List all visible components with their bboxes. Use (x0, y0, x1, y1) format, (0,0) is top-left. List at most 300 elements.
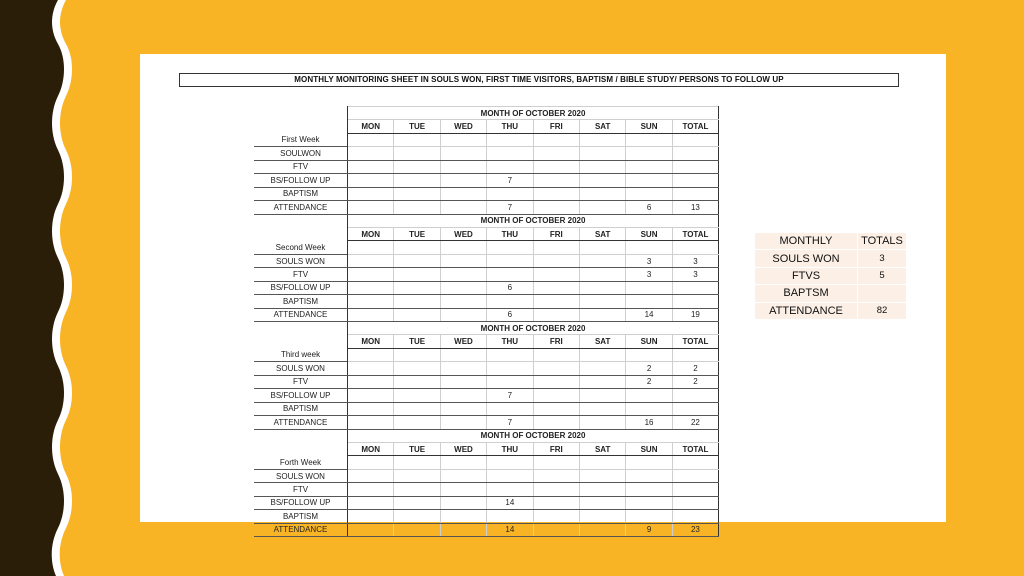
table-row (254, 187, 719, 200)
table-cell (626, 187, 672, 200)
day-header: TUE (394, 120, 440, 133)
summary-row (755, 285, 907, 302)
table-row (254, 496, 719, 509)
table-cell (579, 483, 625, 496)
table-cell (348, 254, 394, 267)
day-header: TUE (394, 227, 440, 240)
table-cell (487, 160, 533, 173)
table-cell (533, 308, 579, 321)
blank-cell (394, 133, 440, 146)
label-blank (254, 322, 348, 335)
month-label: MONTH OF OCTOBER 2020 (348, 429, 719, 442)
blank-cell (440, 348, 486, 361)
table-cell (579, 389, 625, 402)
table-row (254, 254, 719, 267)
table-cell (440, 510, 486, 523)
table-cell (394, 416, 440, 429)
row-label: FTV (254, 268, 348, 281)
table-row (254, 160, 719, 173)
day-header: FRI (533, 120, 579, 133)
day-header-row (254, 120, 719, 133)
table-cell (348, 416, 394, 429)
table-cell (533, 389, 579, 402)
week-name-row (254, 241, 719, 254)
week-name-row (254, 456, 719, 469)
summary-value: 3 (858, 250, 907, 267)
blank-cell (394, 348, 440, 361)
week-name: Second Week (254, 241, 348, 254)
month-row (254, 322, 719, 335)
table-row (254, 281, 719, 294)
blank-cell (487, 241, 533, 254)
table-cell (394, 510, 440, 523)
table-cell (626, 174, 672, 187)
blank-cell (672, 241, 718, 254)
table-cell: 14 (487, 496, 533, 509)
table-cell (533, 147, 579, 160)
sheet-title: MONTHLY MONITORING SHEET IN SOULS WON, FIRST TIME VISITORS, BAPTISM / BIBLE STUDY/ PERSONS TO FOLLOW UP (179, 73, 899, 87)
table-cell (579, 496, 625, 509)
day-header: TOTAL (672, 227, 718, 240)
row-label: BAPTISM (254, 187, 348, 200)
table-cell (487, 295, 533, 308)
blank-cell (533, 456, 579, 469)
row-label: BAPTISM (254, 510, 348, 523)
table-cell (440, 160, 486, 173)
month-label: MONTH OF OCTOBER 2020 (348, 322, 719, 335)
row-label: SOULS WON (254, 254, 348, 267)
summary-label: MONTHLY (755, 233, 858, 250)
table-cell (533, 174, 579, 187)
table-cell (440, 523, 486, 536)
day-header: THU (487, 335, 533, 348)
table-cell (487, 147, 533, 160)
table-cell (533, 201, 579, 214)
day-header: TOTAL (672, 120, 718, 133)
table-cell: 6 (487, 281, 533, 294)
label-blank (254, 107, 348, 120)
table-cell (487, 483, 533, 496)
table-cell (672, 402, 718, 415)
table-cell (348, 295, 394, 308)
table-cell (348, 375, 394, 388)
row-label: BAPTISM (254, 295, 348, 308)
table-cell (394, 362, 440, 375)
table-cell (394, 523, 440, 536)
table-cell (672, 510, 718, 523)
table-cell (579, 187, 625, 200)
table-cell: 7 (487, 389, 533, 402)
blank-cell (440, 133, 486, 146)
day-header: TOTAL (672, 442, 718, 455)
table-cell (626, 496, 672, 509)
blank-cell (533, 133, 579, 146)
day-header: SUN (626, 442, 672, 455)
table-cell (533, 295, 579, 308)
table-cell (348, 281, 394, 294)
table-row (254, 402, 719, 415)
table-cell (348, 389, 394, 402)
summary-label: BAPTSM (755, 285, 858, 302)
table-cell (487, 187, 533, 200)
wavy-edge-decoration (0, 0, 90, 576)
row-label: SOULS WON (254, 362, 348, 375)
blank-cell (348, 456, 394, 469)
table-row (254, 389, 719, 402)
blank-cell (626, 456, 672, 469)
label-blank (254, 442, 348, 455)
table-cell (394, 469, 440, 482)
table-cell (626, 510, 672, 523)
table-cell (440, 483, 486, 496)
table-cell (672, 147, 718, 160)
week-name: Forth Week (254, 456, 348, 469)
blank-cell (394, 241, 440, 254)
table-cell (579, 147, 625, 160)
table-cell: 7 (487, 201, 533, 214)
monthly-summary-table (754, 232, 907, 320)
table-cell (348, 174, 394, 187)
day-header: TUE (394, 335, 440, 348)
table-cell: 7 (487, 174, 533, 187)
table-cell: 3 (672, 254, 718, 267)
day-header: SUN (626, 227, 672, 240)
table-cell: 14 (487, 523, 533, 536)
table-cell (394, 254, 440, 267)
table-cell (394, 375, 440, 388)
table-cell (440, 174, 486, 187)
day-header: SAT (579, 120, 625, 133)
table-row (254, 416, 719, 429)
table-cell (579, 523, 625, 536)
table-cell (626, 402, 672, 415)
table-cell: 2 (626, 375, 672, 388)
table-cell (533, 187, 579, 200)
table-cell (487, 375, 533, 388)
table-cell (440, 201, 486, 214)
table-cell (440, 295, 486, 308)
table-cell (440, 362, 486, 375)
table-row (254, 295, 719, 308)
label-blank (254, 214, 348, 227)
table-cell (394, 483, 440, 496)
day-header: FRI (533, 335, 579, 348)
label-blank (254, 429, 348, 442)
table-cell (348, 160, 394, 173)
table-cell (440, 308, 486, 321)
table-cell: 7 (487, 416, 533, 429)
table-cell (672, 483, 718, 496)
table-cell (348, 483, 394, 496)
table-cell (626, 469, 672, 482)
row-label: ATTENDANCE (254, 523, 348, 536)
table-cell (440, 469, 486, 482)
table-cell (440, 254, 486, 267)
blank-cell (487, 456, 533, 469)
day-header: MON (348, 227, 394, 240)
table-cell (533, 375, 579, 388)
day-header: MON (348, 442, 394, 455)
table-cell (394, 308, 440, 321)
month-row (254, 214, 719, 227)
table-row (254, 268, 719, 281)
row-label: SOULWON (254, 147, 348, 160)
month-label: MONTH OF OCTOBER 2020 (348, 214, 719, 227)
table-cell (533, 160, 579, 173)
table-cell: 2 (672, 362, 718, 375)
table-cell (626, 160, 672, 173)
table-cell: 2 (626, 362, 672, 375)
blank-cell (672, 456, 718, 469)
table-cell (348, 469, 394, 482)
day-header: SUN (626, 335, 672, 348)
table-cell: 6 (487, 308, 533, 321)
table-row (254, 523, 719, 536)
row-label: FTV (254, 483, 348, 496)
table-cell (533, 402, 579, 415)
summary-label: FTVS (755, 267, 858, 284)
day-header: FRI (533, 442, 579, 455)
blank-cell (348, 241, 394, 254)
table-cell (579, 362, 625, 375)
week-name: First Week (254, 133, 348, 146)
table-row (254, 375, 719, 388)
table-cell (440, 375, 486, 388)
summary-row (755, 250, 907, 267)
table-cell (440, 147, 486, 160)
label-blank (254, 120, 348, 133)
day-header: TUE (394, 442, 440, 455)
table-cell: 2 (672, 375, 718, 388)
table-cell (440, 402, 486, 415)
table-cell: 14 (626, 308, 672, 321)
table-cell (672, 160, 718, 173)
day-header: WED (440, 335, 486, 348)
summary-value (858, 285, 907, 302)
table-cell (394, 201, 440, 214)
monitoring-sheet (140, 54, 946, 535)
day-header: MON (348, 335, 394, 348)
table-cell (487, 254, 533, 267)
table-cell: 13 (672, 201, 718, 214)
table-cell (533, 281, 579, 294)
table-cell (579, 402, 625, 415)
table-cell (579, 510, 625, 523)
row-label: ATTENDANCE (254, 201, 348, 214)
label-blank (254, 227, 348, 240)
blank-cell (579, 456, 625, 469)
table-cell (394, 174, 440, 187)
table-cell (533, 483, 579, 496)
week-name-row (254, 348, 719, 361)
table-cell (579, 254, 625, 267)
day-header: TOTAL (672, 335, 718, 348)
table-cell: 19 (672, 308, 718, 321)
table-cell (579, 375, 625, 388)
week-name-row (254, 133, 719, 146)
table-cell (672, 174, 718, 187)
table-cell (348, 496, 394, 509)
table-cell (672, 187, 718, 200)
day-header: FRI (533, 227, 579, 240)
row-label: SOULS WON (254, 469, 348, 482)
table-cell (348, 147, 394, 160)
month-row (254, 107, 719, 120)
blank-cell (579, 133, 625, 146)
month-row (254, 429, 719, 442)
table-cell (394, 496, 440, 509)
summary-label: ATTENDANCE (755, 302, 858, 319)
blank-cell (440, 241, 486, 254)
table-cell (626, 295, 672, 308)
blank-cell (440, 456, 486, 469)
label-blank (254, 335, 348, 348)
table-cell (394, 187, 440, 200)
table-cell (579, 416, 625, 429)
table-cell (348, 362, 394, 375)
table-cell (533, 496, 579, 509)
table-cell (626, 389, 672, 402)
table-cell (579, 160, 625, 173)
day-header: SAT (579, 442, 625, 455)
day-header: WED (440, 442, 486, 455)
weekly-table (254, 106, 719, 537)
day-header: WED (440, 227, 486, 240)
day-header: MON (348, 120, 394, 133)
table-cell (533, 268, 579, 281)
table-row (254, 510, 719, 523)
blank-cell (579, 241, 625, 254)
table-row (254, 483, 719, 496)
table-cell (533, 510, 579, 523)
summary-label: SOULS WON (755, 250, 858, 267)
row-label: BS/FOLLOW UP (254, 174, 348, 187)
day-header: SAT (579, 335, 625, 348)
day-header: WED (440, 120, 486, 133)
blank-cell (672, 348, 718, 361)
table-row (254, 174, 719, 187)
table-cell (348, 187, 394, 200)
month-label: MONTH OF OCTOBER 2020 (348, 107, 719, 120)
table-cell (394, 268, 440, 281)
table-cell (626, 147, 672, 160)
table-cell (348, 402, 394, 415)
table-cell: 3 (672, 268, 718, 281)
day-header: THU (487, 442, 533, 455)
table-cell: 3 (626, 268, 672, 281)
table-cell: 3 (626, 254, 672, 267)
table-cell: 16 (626, 416, 672, 429)
table-cell (440, 187, 486, 200)
table-cell (672, 496, 718, 509)
table-cell (440, 268, 486, 281)
table-row (254, 147, 719, 160)
table-row (254, 201, 719, 214)
table-cell (672, 389, 718, 402)
table-cell (487, 268, 533, 281)
row-label: ATTENDANCE (254, 416, 348, 429)
day-header: SUN (626, 120, 672, 133)
table-cell: 9 (626, 523, 672, 536)
table-cell: 23 (672, 523, 718, 536)
blank-cell (626, 241, 672, 254)
summary-row (755, 302, 907, 319)
row-label: BAPTISM (254, 402, 348, 415)
table-row (254, 308, 719, 321)
table-cell (579, 295, 625, 308)
table-cell (394, 402, 440, 415)
summary-row (755, 233, 907, 250)
table-cell: 22 (672, 416, 718, 429)
table-cell: 6 (626, 201, 672, 214)
table-cell (579, 201, 625, 214)
table-cell (672, 281, 718, 294)
blank-cell (487, 133, 533, 146)
row-label: FTV (254, 160, 348, 173)
day-header-row (254, 442, 719, 455)
table-row (254, 362, 719, 375)
table-cell (533, 416, 579, 429)
blank-cell (626, 133, 672, 146)
table-cell (579, 281, 625, 294)
table-cell (348, 523, 394, 536)
row-label: BS/FOLLOW UP (254, 281, 348, 294)
blank-cell (579, 348, 625, 361)
table-cell (394, 147, 440, 160)
table-cell (487, 469, 533, 482)
table-cell (440, 416, 486, 429)
row-label: BS/FOLLOW UP (254, 389, 348, 402)
table-cell (348, 268, 394, 281)
summary-value: 5 (858, 267, 907, 284)
table-cell (626, 281, 672, 294)
week-name: Third week (254, 348, 348, 361)
table-cell (579, 308, 625, 321)
day-header: SAT (579, 227, 625, 240)
blank-cell (394, 456, 440, 469)
blank-cell (348, 348, 394, 361)
table-row (254, 469, 719, 482)
table-cell (394, 389, 440, 402)
table-cell (672, 469, 718, 482)
blank-cell (487, 348, 533, 361)
row-label: FTV (254, 375, 348, 388)
day-header-row (254, 335, 719, 348)
table-cell (579, 268, 625, 281)
table-cell (533, 469, 579, 482)
table-cell (487, 510, 533, 523)
table-cell (348, 308, 394, 321)
blank-cell (348, 133, 394, 146)
day-header: THU (487, 120, 533, 133)
day-header-row (254, 227, 719, 240)
table-cell (394, 160, 440, 173)
blank-cell (626, 348, 672, 361)
table-cell (394, 281, 440, 294)
blank-cell (533, 348, 579, 361)
table-cell (440, 389, 486, 402)
table-cell (487, 362, 533, 375)
blank-cell (533, 241, 579, 254)
table-cell (579, 469, 625, 482)
table-cell (626, 483, 672, 496)
table-cell (533, 523, 579, 536)
table-cell (394, 295, 440, 308)
table-cell (533, 254, 579, 267)
table-cell (487, 402, 533, 415)
table-cell (579, 174, 625, 187)
table-cell (533, 362, 579, 375)
